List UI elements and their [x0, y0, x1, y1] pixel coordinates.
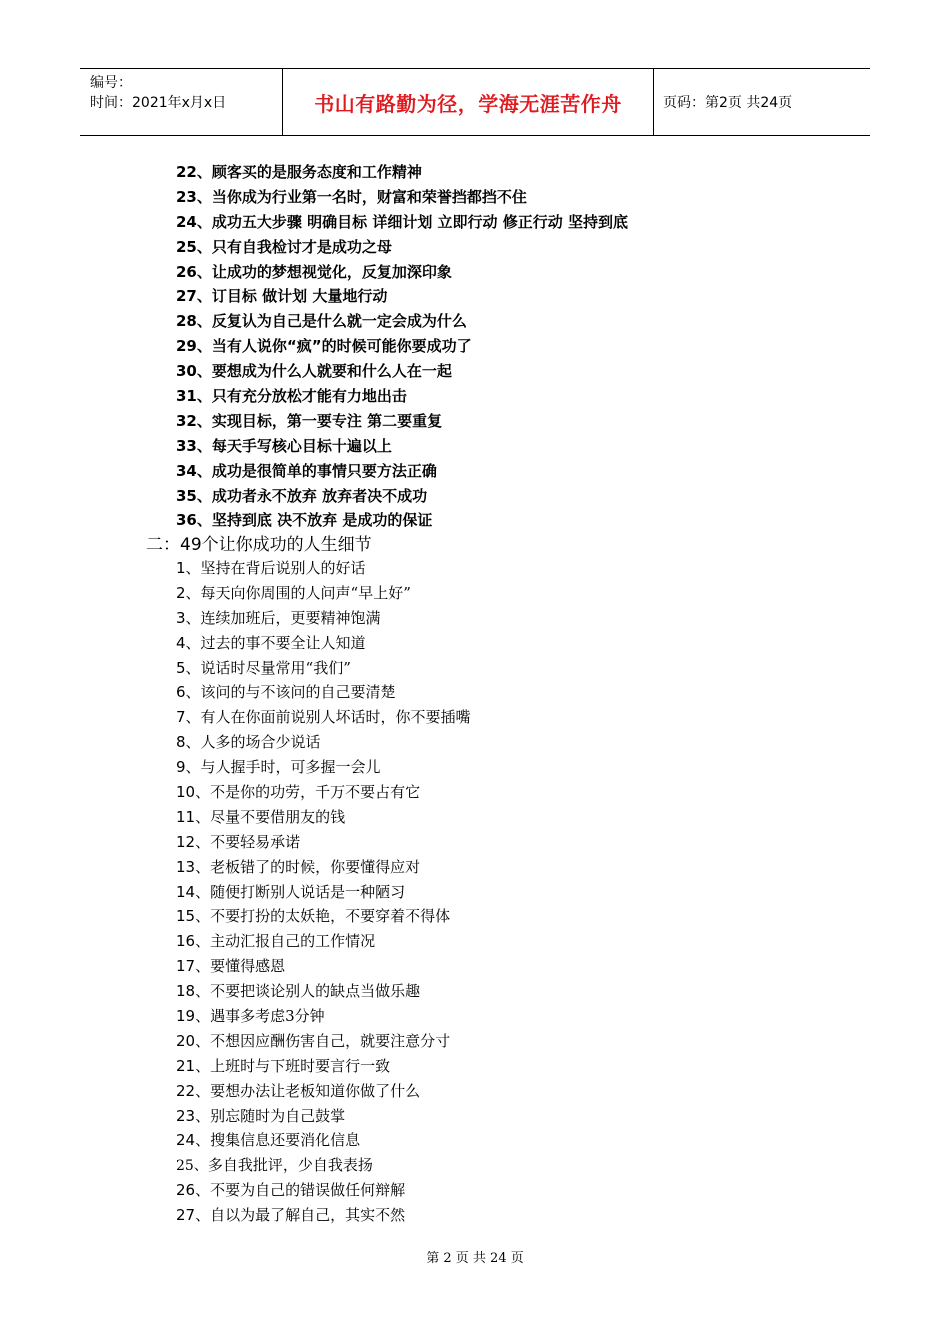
list-item: 30、要想成为什么人就要和什么人在一起	[176, 362, 452, 381]
list-item	[176, 680, 471, 705]
life-details-list	[176, 556, 471, 1228]
item-number: 4、	[176, 633, 201, 652]
number-label: 编号：	[90, 75, 132, 91]
item-number: 25、	[176, 1158, 208, 1175]
list-item	[176, 1079, 471, 1104]
list-item	[176, 904, 471, 929]
list-item	[176, 730, 471, 755]
list-item: 24、成功五大步骤 明确目标 详细计划 立即行动 修正行动 坚持到底	[176, 212, 628, 231]
list-item	[176, 581, 471, 606]
list-item: 22、顾客买的是服务态度和工作精神	[176, 163, 422, 181]
header-meta	[80, 69, 282, 135]
list-item	[176, 705, 471, 730]
item-number: 18、	[176, 982, 211, 1001]
item-number: 23、	[176, 1106, 211, 1125]
list-item	[176, 880, 471, 905]
item-text: 自以为最了解自己，其实不然	[210, 1206, 406, 1225]
list-item: 27、订目标 做计划 大量地行动	[176, 287, 388, 306]
item-text: 坚持在背后说别人的好话	[200, 559, 366, 577]
list-item	[176, 1203, 471, 1228]
list-item: 23、当你成为行业第一名时，财富和荣誉挡都挡不住	[176, 187, 527, 206]
item-text: 多自我批评，少自我表扬	[207, 1156, 373, 1175]
item-text: 不是你的功劳，千万不要占有它	[210, 783, 421, 802]
item-text: 尽量不要借朋友的钱	[210, 807, 346, 826]
list-item: 35、成功者永不放弃 放弃者决不成功	[176, 486, 428, 505]
page-header	[80, 68, 870, 136]
list-item: 33、每天手写核心目标十遍以上	[176, 436, 392, 455]
item-number: 10、	[176, 783, 211, 802]
item-number: 2、	[176, 583, 201, 602]
item-text: 说话时尽量常用“我们”	[200, 658, 351, 677]
item-number: 1、	[176, 559, 201, 577]
item-text: 要想办法让老板知道你做了什么	[210, 1081, 421, 1100]
list-item	[176, 780, 471, 805]
section-heading: 二：49个让你成功的人生细节	[146, 535, 372, 555]
list-item	[176, 1054, 471, 1079]
item-number: 21、	[176, 1056, 211, 1075]
item-text: 连续加班后，更要精神饱满	[200, 608, 381, 627]
list-item	[176, 1153, 471, 1178]
list-item	[176, 656, 471, 681]
item-number: 9、	[176, 758, 201, 777]
page-footer: 第 2 页 共 24 页	[426, 1251, 524, 1266]
item-text: 老板错了的时候，你要懂得应对	[210, 857, 421, 876]
list-item	[176, 805, 471, 830]
list-item	[176, 954, 471, 979]
item-number: 5、	[176, 658, 201, 677]
page-label: 页码：第2页 共24页	[663, 95, 793, 111]
list-item: 26、让成功的梦想视觉化，反复加深印象	[176, 262, 452, 281]
item-text: 别忘随时为自己鼓掌	[210, 1106, 346, 1125]
item-number: 6、	[176, 683, 201, 702]
item-text: 有人在你面前说别人坏话时，你不要插嘴	[200, 708, 471, 727]
list-item: 34、成功是很简单的事情只要方法正确	[176, 461, 437, 480]
item-number: 17、	[176, 957, 211, 976]
success-tips-list	[176, 160, 628, 533]
list-item	[176, 979, 471, 1004]
list-item: 29、当有人说你“疯”的时候可能你要成功了	[176, 337, 472, 356]
item-number: 3、	[176, 608, 201, 627]
list-item	[176, 855, 471, 880]
item-text: 主动汇报自己的工作情况	[210, 932, 376, 951]
list-item	[176, 1128, 471, 1153]
item-number: 14、	[176, 882, 211, 901]
list-item: 32、实现目标，第一要专注 第二要重复	[176, 411, 443, 430]
list-item	[176, 556, 471, 581]
list-item	[176, 755, 471, 780]
list-item: 36、坚持到底 决不放弃 是成功的保证	[176, 511, 433, 530]
list-item	[176, 606, 471, 631]
item-number: 19、	[176, 1007, 211, 1026]
item-number: 15、	[176, 907, 211, 926]
time-label: 时间：2021年x月x日	[90, 95, 227, 111]
list-item	[176, 631, 471, 656]
item-text: 要懂得感恩	[210, 957, 286, 976]
item-text: 遇事多考虑3分钟	[210, 1007, 325, 1026]
item-text: 每天向你周围的人问声“早上好”	[200, 583, 411, 602]
item-text: 不想因应酬伤害自己，就要注意分寸	[210, 1031, 451, 1050]
item-number: 26、	[176, 1181, 211, 1200]
item-text: 上班时与下班时要言行一致	[210, 1056, 391, 1075]
list-item: 31、只有充分放松才能有力地出击	[176, 387, 407, 406]
item-number: 16、	[176, 932, 211, 951]
list-item	[176, 830, 471, 855]
item-text: 不要为自己的错误做任何辩解	[210, 1181, 406, 1200]
item-number: 22、	[176, 1081, 211, 1100]
list-item: 25、只有自我检讨才是成功之母	[176, 237, 392, 256]
item-number: 12、	[176, 832, 211, 851]
header-page-cell	[654, 69, 870, 135]
list-item	[176, 1029, 471, 1054]
item-number: 11、	[176, 807, 211, 826]
item-number: 27、	[176, 1206, 211, 1225]
item-text: 人多的场合少说话	[200, 733, 321, 752]
item-text: 过去的事不要全让人知道	[200, 633, 366, 652]
list-item	[176, 1004, 471, 1029]
item-text: 该问的与不该问的自己要清楚	[200, 683, 396, 702]
motto-text: 书山有路勤为径，学海无涯苦作舟	[314, 91, 622, 116]
item-text: 不要轻易承诺	[210, 832, 301, 851]
list-item: 28、反复认为自己是什么就一定会成为什么	[176, 312, 467, 331]
item-number: 7、	[176, 708, 201, 727]
item-number: 20、	[176, 1031, 211, 1050]
item-number: 8、	[176, 733, 201, 752]
item-number: 24、	[176, 1131, 211, 1150]
item-text: 不要打扮的太妖艳，不要穿着不得体	[210, 907, 451, 926]
item-text: 不要把谈论别人的缺点当做乐趣	[210, 982, 421, 1001]
header-motto-cell	[282, 69, 654, 135]
list-item	[176, 929, 471, 954]
item-text: 与人握手时，可多握一会儿	[200, 758, 381, 777]
item-number: 13、	[176, 857, 211, 876]
list-item	[176, 1104, 471, 1129]
item-text: 随便打断别人说话是一种陋习	[210, 882, 406, 901]
list-item	[176, 1178, 471, 1203]
item-text: 搜集信息还要消化信息	[210, 1131, 361, 1150]
